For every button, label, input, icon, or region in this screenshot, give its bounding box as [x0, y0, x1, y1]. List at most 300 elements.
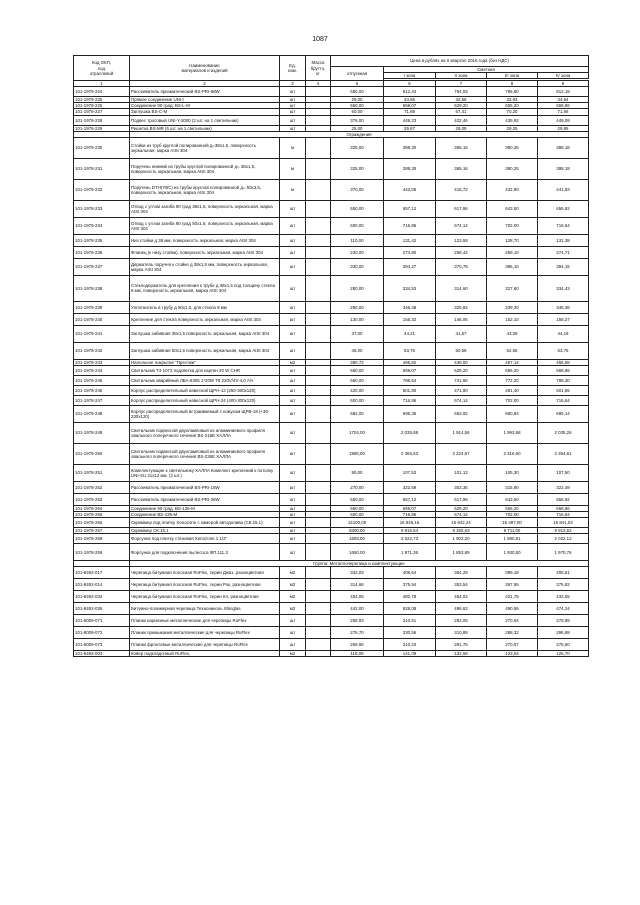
row-mass	[306, 651, 331, 657]
row-price-zone-2: 101,12	[436, 464, 487, 481]
row-price-zone-2: 32,58	[436, 97, 487, 103]
row-name: Отвод с углом загиба 90 град 50х1,5, поверхность зеркальная, марка AISI 304	[130, 217, 280, 234]
row-name: Ковер подкладочный RuFlex,	[130, 651, 280, 657]
row-unit: шт	[280, 246, 306, 258]
row-price-zone-3: 432,90	[487, 179, 538, 200]
row-name: Решетка BS-MR (5 шт. на 1 светильник)	[130, 125, 280, 131]
row-price-zone-2: 1 902,20	[436, 534, 487, 544]
row-price-zone-3: 439,92	[487, 115, 538, 125]
row-price-zone-2: 291,75	[436, 639, 487, 651]
row-mass	[306, 443, 331, 464]
row-mass	[306, 579, 331, 591]
row-price-release: 560,00	[331, 365, 384, 375]
row-price-zone-2: 422,46	[436, 115, 487, 125]
row-code: 101-1978-227	[74, 109, 130, 115]
row-code: 101-1978-248	[74, 405, 130, 422]
row-price-zone-4: 433,55	[538, 591, 589, 603]
row-price-release: 314,66	[331, 579, 384, 591]
row-code: 101-1978-255	[74, 511, 130, 517]
col-number: 7	[436, 81, 487, 87]
row-name: Светильник T4-1072 подсветка для картин 20 W CHR	[130, 365, 280, 375]
row-name: Черепица битумная полосная RuFlex, серии Рок, разноцветная	[130, 579, 280, 591]
table-row	[74, 534, 589, 544]
row-price-zone-2: 629,20	[436, 365, 487, 375]
table-row	[74, 395, 589, 405]
row-name: Низ стойки д 38 мм, поверхность зеркальная, марка AISI 304	[130, 234, 280, 246]
row-mass	[306, 627, 331, 639]
row-unit: шт	[280, 109, 306, 115]
row-name: Скриммер под плитку Xenozone с камерой автодолива (СК.15.1)	[130, 518, 280, 528]
row-unit: шт	[280, 615, 306, 627]
row-unit: шт	[280, 405, 306, 422]
row-mass	[306, 603, 331, 615]
row-price-zone-1: 388,30	[384, 158, 436, 179]
row-price-zone-1: 482,78	[384, 591, 436, 603]
row-price-zone-2: 258,42	[436, 246, 487, 258]
row-price-release: 420,00	[331, 385, 384, 395]
row-price-zone-4: 2 364,91	[538, 443, 589, 464]
row-code: 101-8492-033	[74, 591, 130, 603]
row-unit: шт	[280, 395, 306, 405]
row-code: 101-8492-003	[74, 651, 130, 657]
row-unit: шт	[280, 528, 306, 534]
row-price-zone-4: 716,64	[538, 511, 589, 517]
row-price-zone-1: 375,94	[384, 579, 436, 591]
row-price-release: 342,03	[331, 567, 384, 579]
table-row	[74, 246, 589, 258]
table-row	[74, 627, 589, 639]
row-code: 101-1978-243	[74, 359, 130, 365]
row-price-zone-1: 53,76	[384, 342, 436, 359]
col-number: 8	[487, 81, 538, 87]
col-number: 4	[306, 81, 331, 87]
row-price-zone-4: 53,75	[538, 342, 589, 359]
row-price-zone-4: 668,86	[538, 103, 589, 109]
col-number: 1	[74, 81, 130, 87]
table-row	[74, 518, 589, 528]
row-price-zone-1: 131,42	[384, 234, 436, 246]
header-price-title: Цена в рублях на II квартал 2016 года (без НДС)	[331, 56, 589, 67]
row-price-zone-4: 466,68	[538, 359, 589, 365]
row-price-zone-1: 2 035,88	[384, 422, 436, 443]
row-unit: шт	[280, 275, 306, 301]
row-price-zone-4: 449,09	[538, 115, 589, 125]
table-body	[74, 87, 589, 657]
row-price-zone-1: 1 971,36	[384, 544, 436, 561]
row-price-zone-2: 365,16	[436, 158, 487, 179]
row-price-zone-4: 501,65	[538, 385, 589, 395]
row-price-zone-1: 2 022,73	[384, 534, 436, 544]
row-price-release: 680,00	[331, 87, 384, 97]
row-name: Форсунка под плитку стеновая Xenozone 1 1/2"	[130, 534, 280, 544]
row-name: Битумно-полимерная черепица Технониколь Shinglas	[130, 603, 280, 615]
table-row	[74, 217, 589, 234]
row-name: Отвод с углом загиба 90 град 38х1,5, поверхность зеркальная, марка AISI 304	[130, 200, 280, 217]
row-price-zone-1: 442,06	[384, 179, 436, 200]
header-zone-2: II зона	[436, 73, 487, 79]
row-name: Прямое соединение UNI-I	[130, 97, 280, 103]
row-unit: шт	[280, 217, 306, 234]
row-price-zone-4: 388,18	[538, 137, 589, 158]
col-number: 9	[538, 81, 589, 87]
row-unit: м2	[280, 603, 306, 615]
row-price-release: 600,00	[331, 217, 384, 234]
header-mass-line: кг	[316, 70, 320, 76]
row-price-zone-1: 310,23	[384, 639, 436, 651]
row-price-zone-3: 655,20	[487, 365, 538, 375]
row-price-zone-2: 9 325,63	[436, 528, 487, 534]
header-unit	[280, 56, 306, 81]
row-price-zone-3: 680,94	[487, 405, 538, 422]
row-price-zone-4: 9 913,52	[538, 528, 589, 534]
row-price-zone-3: 643,50	[487, 200, 538, 217]
row-price-zone-2: 303,36	[436, 481, 487, 493]
row-code: 101-1978-225	[74, 97, 130, 103]
row-unit: м2	[280, 359, 306, 365]
row-price-release: 230,00	[331, 246, 384, 258]
row-price-zone-3: 399,18	[487, 567, 538, 579]
row-price-zone-2: 132,68	[436, 651, 487, 657]
row-code: 101-1978-232	[74, 179, 130, 200]
row-price-zone-2: 471,90	[436, 385, 487, 395]
table-row	[74, 200, 589, 217]
row-price-zone-1: 44,21	[384, 325, 436, 342]
row-price-zone-2: 617,96	[436, 200, 487, 217]
row-price-release: 390,72	[331, 359, 384, 365]
row-price-zone-1: 716,86	[384, 217, 436, 234]
row-price-zone-1: 29,87	[384, 125, 436, 131]
row-code: 101-1978-237	[74, 258, 130, 275]
row-price-zone-2: 384,29	[436, 567, 487, 579]
row-name: Рассеиватель призматический BS-PRI-18W	[130, 481, 280, 493]
row-price-zone-1: 528,08	[384, 603, 436, 615]
table-row	[74, 234, 589, 246]
row-name: Светильник подвесной двухламповый из алюминиевого профиля овального поперечного сечения BS-218E ХАЛЛА	[130, 422, 280, 443]
row-price-zone-3: 70,20	[487, 109, 538, 115]
row-name: Корпус распределительный навесной ЩРН-24 (400-300х120)	[130, 395, 280, 405]
table-row	[74, 615, 589, 627]
row-mass	[306, 258, 331, 275]
row-price-zone-2: 1 914,56	[436, 422, 487, 443]
row-mass	[306, 395, 331, 405]
row-unit: шт	[280, 342, 306, 359]
row-unit: шт	[280, 375, 306, 385]
row-code: 101-1978-250	[74, 443, 130, 464]
header-name	[130, 56, 280, 81]
row-price-zone-4: 716,64	[538, 217, 589, 234]
table-row	[74, 464, 589, 481]
row-price-zone-4: 716,64	[538, 395, 589, 405]
row-code: 101-8009-073	[74, 639, 130, 651]
row-code: 101-1978-256	[74, 518, 130, 528]
row-code: 101-1978-236	[74, 246, 130, 258]
row-price-zone-2: 674,14	[436, 511, 487, 517]
row-mass	[306, 313, 331, 325]
row-mass	[306, 301, 331, 313]
row-mass	[306, 385, 331, 395]
table-row	[74, 544, 589, 561]
row-price-zone-2: 496,62	[436, 603, 487, 615]
row-price-zone-1: 34,65	[384, 97, 436, 103]
row-unit: шт	[280, 97, 306, 103]
row-unit: шт	[280, 443, 306, 464]
table-row	[74, 258, 589, 275]
row-mass	[306, 639, 331, 651]
row-unit: м2	[280, 567, 306, 579]
row-price-release: 8300,00	[331, 528, 384, 534]
row-name: Держатель поручня к стойке д 38х1,5 мм, поверхность зеркальная, марка AISI 304	[130, 258, 280, 275]
row-price-zone-4: 334,43	[538, 275, 589, 301]
row-price-release: 258,93	[331, 615, 384, 627]
row-code: 101-1978-240	[74, 313, 130, 325]
table-row	[74, 481, 589, 493]
table-row	[74, 115, 589, 125]
row-mass	[306, 464, 331, 481]
row-price-release: 130,00	[331, 313, 384, 325]
row-price-release: 37,00	[331, 325, 384, 342]
row-price-release: 29,00	[331, 97, 384, 103]
row-code: 101-1978-234	[74, 217, 130, 234]
section-title: Группа: Металлочерепица и комплектующие	[130, 561, 589, 567]
row-price-zone-4: 322,49	[538, 481, 589, 493]
row-price-zone-1: 394,27	[384, 258, 436, 275]
row-price-zone-2: 15 842,24	[436, 518, 487, 528]
row-price-zone-3: 380,25	[487, 158, 538, 179]
row-mass	[306, 615, 331, 627]
row-price-zone-2: 146,06	[436, 313, 487, 325]
row-price-zone-3: 33,93	[487, 97, 538, 103]
row-unit: шт	[280, 301, 306, 313]
row-price-zone-3: 123,04	[487, 651, 538, 657]
row-name: Напольное покрытие "Престиж"	[130, 359, 280, 365]
row-price-release: 370,00	[331, 179, 384, 200]
row-mass	[306, 365, 331, 375]
row-mass	[306, 200, 331, 217]
row-price-zone-1: 71,69	[384, 109, 436, 115]
col-number: 6	[384, 81, 436, 87]
row-price-release: 550,00	[331, 493, 384, 505]
row-price-zone-3: 29,25	[487, 125, 538, 131]
row-unit: шт	[280, 103, 306, 109]
row-name: Стеклодержатель для крепления к трубе д 38х1,5 под толщину стекла 8 мм, поверхность зеркальная, марка AISI 304	[130, 275, 280, 301]
row-unit: шт	[280, 87, 306, 97]
row-price-zone-1: 812,44	[384, 87, 436, 97]
row-price-zone-3: 421,75	[487, 591, 538, 603]
row-price-release: 290,00	[331, 301, 384, 313]
row-price-release: 1693,00	[331, 534, 384, 544]
row-price-zone-3: 702,00	[487, 217, 538, 234]
row-price-release: 560,00	[331, 505, 384, 511]
row-price-zone-1: 334,53	[384, 275, 436, 301]
row-price-zone-1: 466,82	[384, 359, 436, 365]
header-release-price: отпускная	[331, 67, 384, 81]
table-row	[74, 365, 589, 375]
row-price-release: 442,00	[331, 603, 384, 615]
row-code: 101-1978-228	[74, 115, 130, 125]
row-price-zone-3: 702,00	[487, 511, 538, 517]
row-name: Фланец (к низу стойки), поверхность зеркальная, марка AISI 304	[130, 246, 280, 258]
row-price-zone-3: 2 316,60	[487, 443, 538, 464]
row-price-release: 270,00	[331, 481, 384, 493]
row-price-zone-1: 788,54	[384, 375, 436, 385]
header-unit-line: изм.	[288, 68, 297, 74]
row-price-zone-4: 668,86	[538, 505, 589, 511]
header-code	[74, 56, 130, 81]
row-price-release: 1704,00	[331, 422, 384, 443]
row-unit: шт	[280, 518, 306, 528]
row-price-zone-1: 9 916,54	[384, 528, 436, 534]
row-price-zone-1: 716,86	[384, 395, 436, 405]
row-unit: шт	[280, 505, 306, 511]
row-code: 101-1978-258	[74, 534, 130, 544]
row-unit: шт	[280, 234, 306, 246]
row-price-release: 325,00	[331, 158, 384, 179]
row-price-zone-2: 617,96	[436, 493, 487, 505]
row-price-zone-3: 327,60	[487, 275, 538, 301]
row-mass	[306, 375, 331, 385]
header-name-line: Наименование	[189, 63, 220, 68]
header-estimate: Сметная	[384, 67, 589, 73]
row-price-zone-4: 107,50	[538, 464, 589, 481]
row-price-zone-2: 1 853,89	[436, 544, 487, 561]
col-number: 3	[280, 81, 306, 87]
row-code: 101-1978-259	[74, 544, 130, 561]
table-row	[74, 179, 589, 200]
row-code: 101-1978-229	[74, 125, 130, 131]
row-unit: шт	[280, 365, 306, 375]
row-price-zone-2: 454,02	[436, 591, 487, 603]
row-name: Корпус распределительный встраиваемый с кожухом ЩРВ-18 (+30-330х120)	[130, 405, 280, 422]
row-code: 101-1978-251	[74, 464, 130, 481]
table-row	[74, 651, 589, 657]
table-row	[74, 385, 589, 395]
row-price-zone-3: 1 930,50	[487, 544, 538, 561]
row-price-zone-3: 491,40	[487, 385, 538, 395]
row-price-zone-4: 408,51	[538, 567, 589, 579]
price-table-container	[73, 55, 588, 657]
row-price-release: 550,00	[331, 200, 384, 217]
row-mass	[306, 137, 331, 158]
page-number: 1087	[312, 36, 328, 43]
row-price-zone-3: 9 711,00	[487, 528, 538, 534]
header-mass-line: брутто,	[310, 65, 326, 71]
row-price-zone-4: 788,30	[538, 375, 589, 385]
row-price-release: 259,66	[331, 639, 384, 651]
row-mass	[306, 179, 331, 200]
row-mass	[306, 544, 331, 561]
row-price-zone-1: 669,07	[384, 505, 436, 511]
row-price-zone-3: 386,10	[487, 258, 538, 275]
row-name: Скриммер СК.15.1	[130, 528, 280, 534]
table-row	[74, 137, 589, 158]
row-code: 101-1978-245	[74, 375, 130, 385]
row-price-release: 325,00	[331, 137, 384, 158]
row-price-release: 90,00	[331, 464, 384, 481]
row-price-zone-3: 772,20	[487, 375, 538, 385]
row-name: Корпус распределительный навесной ЩРН-12 (250-300х120)	[130, 385, 280, 395]
row-price-zone-4: 668,86	[538, 365, 589, 375]
row-price-release: 404,06	[331, 591, 384, 603]
table-row	[74, 275, 589, 301]
row-price-zone-4: 34,64	[538, 97, 589, 103]
row-price-zone-2: 310,89	[436, 627, 487, 639]
table-row	[74, 443, 589, 464]
row-mass	[306, 405, 331, 422]
row-price-zone-2: 629,20	[436, 103, 487, 109]
row-price-zone-1: 669,07	[384, 365, 436, 375]
row-price-zone-4: 474,24	[538, 603, 589, 615]
row-price-zone-4: 388,18	[538, 158, 589, 179]
row-mass	[306, 246, 331, 258]
header-name-line: материалов и изделий	[181, 68, 228, 74]
row-price-zone-2: 653,92	[436, 405, 487, 422]
row-price-zone-1: 388,30	[384, 137, 436, 158]
row-unit: м	[280, 179, 306, 200]
row-price-zone-3: 457,14	[487, 359, 538, 365]
row-price-zone-3: 152,10	[487, 313, 538, 325]
row-price-zone-4: 812,19	[538, 87, 589, 97]
row-code: 101-1978-249	[74, 422, 130, 443]
row-price-zone-2: 741,56	[436, 375, 487, 385]
row-price-zone-2: 28,09	[436, 125, 487, 131]
row-price-zone-1: 330,56	[384, 627, 436, 639]
row-price-zone-4: 71,66	[538, 109, 589, 115]
row-price-zone-2: 292,05	[436, 615, 487, 627]
row-name: Поручень нижний из трубы круглой полированной д= 38х1,5, поверхность зеркальная, марка AISI 304	[130, 158, 280, 179]
row-price-zone-3: 288,32	[487, 627, 538, 639]
row-mass	[306, 158, 331, 179]
row-price-release: 14100,00	[331, 518, 384, 528]
row-price-zone-4: 375,82	[538, 579, 589, 591]
row-mass	[306, 481, 331, 493]
row-name: Стойки из труб круглой полированной д=38х1,5, поверхность зеркальная, марка AISI 304	[130, 137, 280, 158]
table-row	[74, 313, 589, 325]
row-unit: шт	[280, 422, 306, 443]
row-price-zone-4: 29,86	[538, 125, 589, 131]
row-price-zone-2: 314,60	[436, 275, 487, 301]
row-name: Рассеиватель призматический BS-PRI-36W	[130, 493, 280, 505]
row-price-release: 280,00	[331, 275, 384, 301]
row-price-zone-2: 50,56	[436, 342, 487, 359]
row-code: 101-8009-072	[74, 627, 130, 639]
row-mass	[306, 518, 331, 528]
row-code: 101-1978-242	[74, 342, 130, 359]
row-price-zone-3: 796,60	[487, 87, 538, 97]
row-price-zone-3: 380,25	[487, 137, 538, 158]
row-unit: шт	[280, 511, 306, 517]
row-price-zone-4: 44,19	[538, 325, 589, 342]
row-price-zone-3: 643,50	[487, 493, 538, 505]
row-mass	[306, 591, 331, 603]
row-price-zone-1: 657,12	[384, 493, 436, 505]
row-code: 101-1978-241	[74, 325, 130, 342]
row-price-release: 660,00	[331, 375, 384, 385]
row-code: 101-8492-036	[74, 603, 130, 615]
row-unit: шт	[280, 464, 306, 481]
row-unit: м2	[280, 651, 306, 657]
row-code: 101-1978-239	[74, 301, 130, 313]
row-price-release: 600,00	[331, 511, 384, 517]
row-price-release: 1650,00	[331, 544, 384, 561]
row-name: Форсунка для подключения пылесоса ФП.111.3	[130, 544, 280, 561]
row-mass	[306, 234, 331, 246]
row-name: Светильник аварийный ЛБА-6305 1*20W T8 220V/4V-4,0 А/ч	[130, 375, 280, 385]
row-unit: м2	[280, 591, 306, 603]
row-price-zone-4: 131,38	[538, 234, 589, 246]
row-name: Соединение BS-135-M	[130, 511, 280, 517]
row-name: Планки примыкания металлические для черепицы RuFlex	[130, 627, 280, 639]
row-price-release: 600,00	[331, 395, 384, 405]
